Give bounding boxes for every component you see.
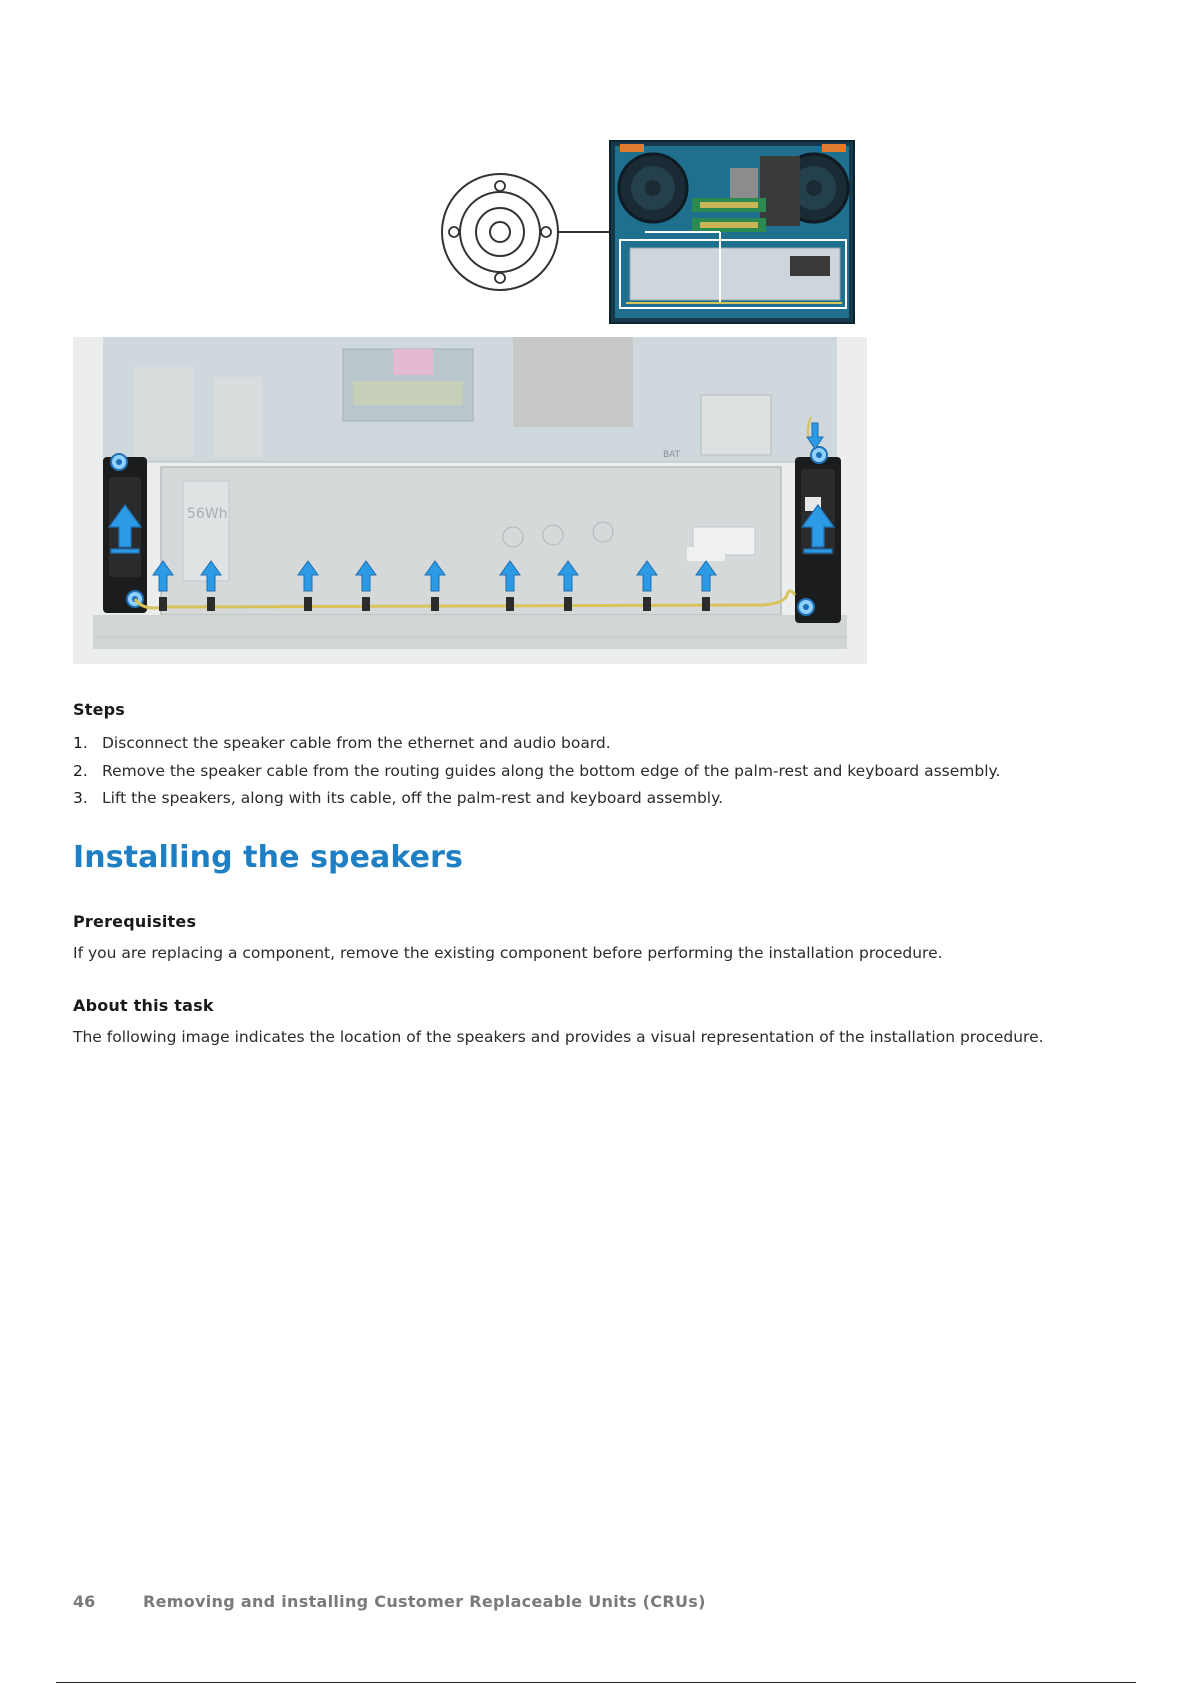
footer-divider <box>56 1682 1136 1683</box>
step-text: Lift the speakers, along with its cable, off the palm-rest and keyboard assembly. <box>102 789 723 807</box>
speaker-icon <box>442 174 558 290</box>
speaker-removal-figure <box>73 337 867 664</box>
battery-connector-label: BAT <box>663 450 681 460</box>
step-number: 2. <box>73 761 88 780</box>
step-number: 1. <box>73 734 88 752</box>
step-number: 3. <box>73 789 88 807</box>
step-text: Remove the speaker cable from the routing guides along the bottom edge of the palm-rest and keyboard assembly. <box>102 761 1001 780</box>
footer-chapter-title: Removing and installing Customer Replaceable Units (CRUs) <box>143 1592 706 1611</box>
speaker-locator-figure <box>430 138 870 328</box>
about-task-text: The following image indicates the location of the speakers and provides a visual representation of the installation procedure. <box>73 1028 1044 1046</box>
about-task-heading: About this task <box>73 996 214 1015</box>
step-text: Disconnect the speaker cable from the ethernet and audio board. <box>102 734 611 752</box>
prerequisites-text: If you are replacing a component, remove the existing component before performing the installation procedure. <box>73 944 943 962</box>
prerequisites-heading: Prerequisites <box>73 912 197 931</box>
steps-heading: Steps <box>73 700 125 719</box>
battery <box>161 450 781 615</box>
section-title: Installing the speakers <box>73 840 463 875</box>
battery-capacity-label: 56Wh <box>187 506 228 522</box>
page-number: 46 <box>73 1592 96 1611</box>
laptop-overview-photo <box>610 141 854 323</box>
